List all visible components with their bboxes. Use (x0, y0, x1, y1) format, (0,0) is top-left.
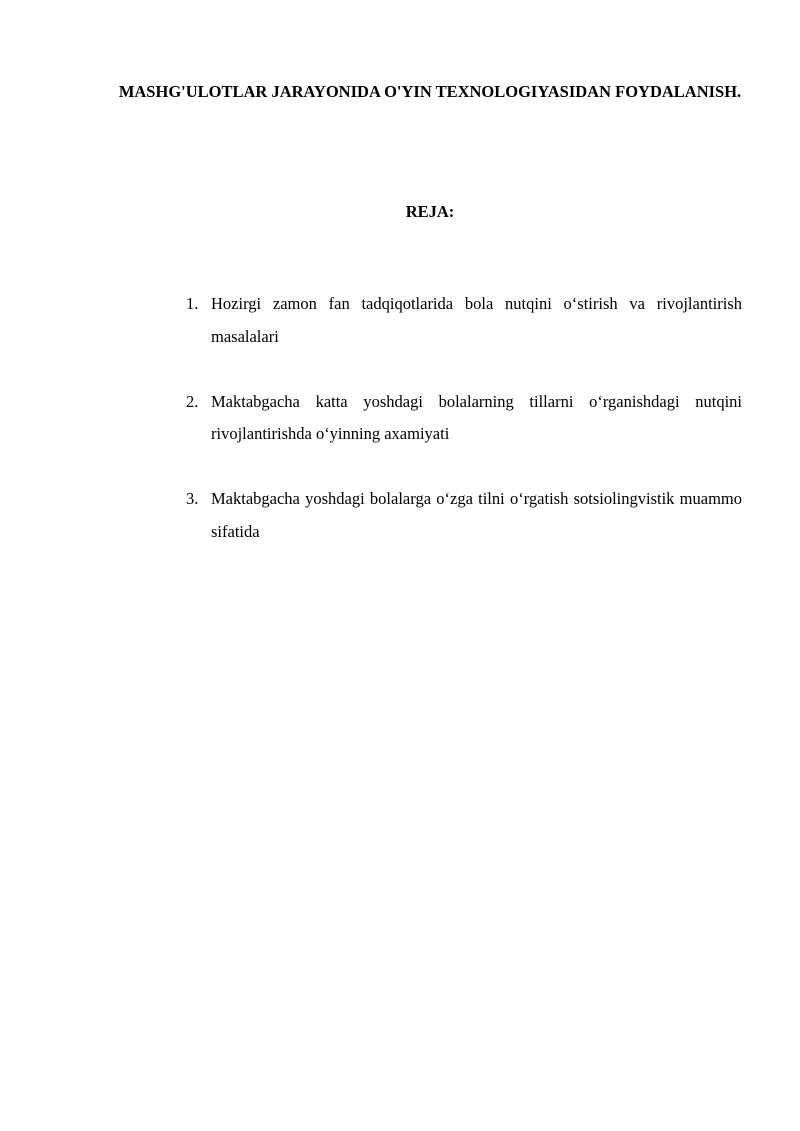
plan-item-text: Hozirgi zamon fan tadqiqotlarida bola nutqini o‘stirish va rivojlantirish masalalari (211, 294, 742, 346)
plan-item-text: Maktabgacha katta yoshdagi bolalarning tillarni o‘rganishdagi nutqini rivojlantirishda o‘yinning axamiyati (211, 391, 742, 443)
plan-heading: REJA: (405, 202, 455, 221)
document-title: MASHG'ULOTLAR JARAYONIDA O'YIN TEXNOLOGIYASIDAN FOYDALANISH. (118, 82, 742, 101)
plan-item (186, 386, 742, 451)
plan-item (186, 483, 742, 548)
plan-item-number: 1. (186, 294, 199, 313)
plan-item (186, 288, 742, 353)
plan-list (186, 288, 742, 548)
plan-item-text: Maktabgacha yoshdagi bolalarga o‘zga tilni o‘rgatish sotsiolingvistik muammo sifatida (211, 489, 742, 541)
plan-item-number: 3. (186, 489, 199, 508)
plan-item-number: 2. (186, 391, 199, 411)
